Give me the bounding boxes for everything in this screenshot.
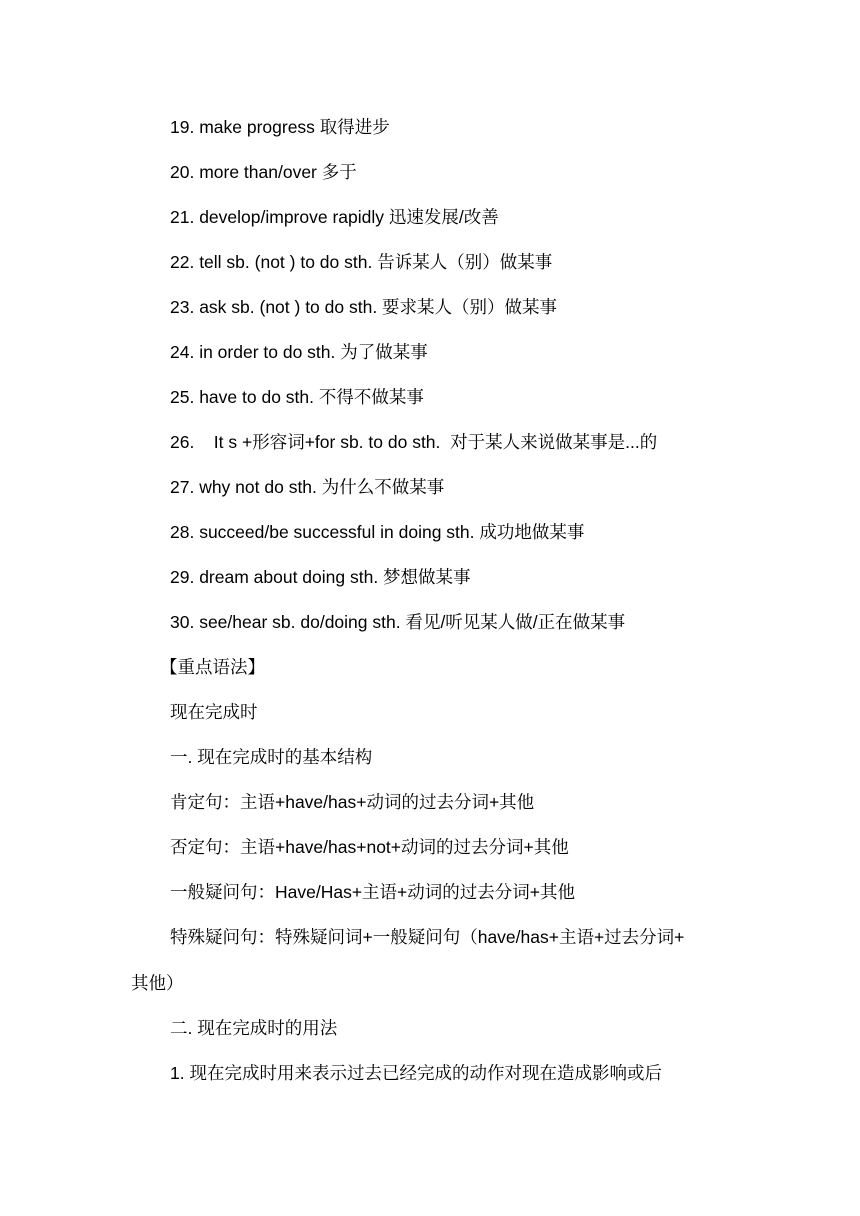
vocab-item-22: 22. tell sb. (not ) to do sth. 告诉某人（别）做某事 xyxy=(170,252,553,272)
vocab-item-23: 23. ask sb. (not ) to do sth. 要求某人（别）做某事 xyxy=(170,297,558,317)
vocab-item-19: 19. make progress 取得进步 xyxy=(170,117,390,137)
grammar-topic: 现在完成时 xyxy=(170,702,258,722)
vocab-item-27: 27. why not do sth. 为什么不做某事 xyxy=(170,477,445,497)
special-question-structure-cont: 其他） xyxy=(131,973,184,993)
general-question-structure: 一般疑问句：Have/Has+主语+动词的过去分词+其他 xyxy=(170,882,575,902)
section1-title: 一. 现在完成时的基本结构 xyxy=(170,747,373,767)
affirmative-structure: 肯定句：主语+have/has+动词的过去分词+其他 xyxy=(170,792,535,812)
vocab-item-24: 24. in order to do sth. 为了做某事 xyxy=(170,342,428,362)
vocab-item-30: 30. see/hear sb. do/doing sth. 看见/听见某人做/正在做某事 xyxy=(170,612,626,632)
negative-structure: 否定句：主语+have/has+not+动词的过去分词+其他 xyxy=(170,837,569,857)
section2-title: 二. 现在完成时的用法 xyxy=(170,1018,338,1038)
usage-1: 1. 现在完成时用来表示过去已经完成的动作对现在造成影响或后 xyxy=(170,1063,662,1083)
vocab-item-29: 29. dream about doing sth. 梦想做某事 xyxy=(170,567,471,587)
vocab-item-26: 26. It s +形容词+for sb. to do sth. 对于某人来说做某事是...的 xyxy=(170,432,658,452)
special-question-structure: 特殊疑问句：特殊疑问词+一般疑问句（have/has+主语+过去分词+ xyxy=(170,927,685,947)
vocab-item-28: 28. succeed/be successful in doing sth. 成功地做某事 xyxy=(170,522,585,542)
vocab-item-21: 21. develop/improve rapidly 迅速发展/改善 xyxy=(170,207,499,227)
vocab-item-25: 25. have to do sth. 不得不做某事 xyxy=(170,387,424,407)
grammar-heading: 【重点语法】 xyxy=(160,657,265,677)
vocab-item-20: 20. more than/over 多于 xyxy=(170,162,357,182)
